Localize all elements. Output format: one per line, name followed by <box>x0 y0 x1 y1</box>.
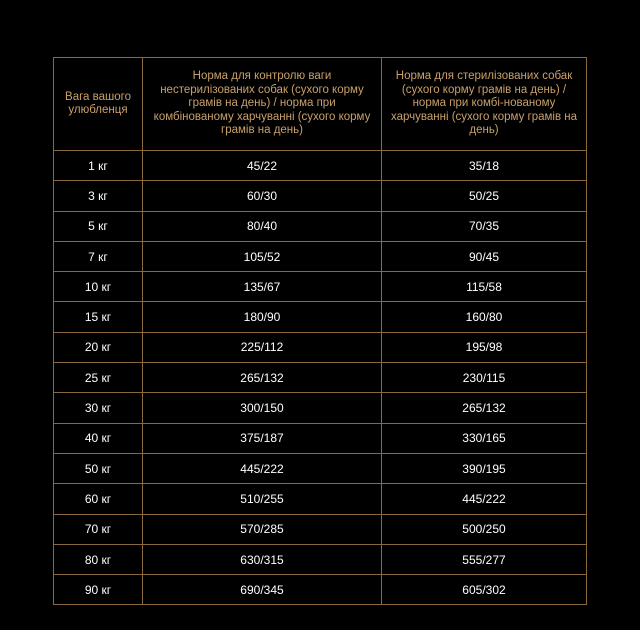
cell-weight: 30 кг <box>54 393 143 423</box>
cell-sterilized-norm: 195/98 <box>382 332 587 362</box>
table-row <box>54 423 587 453</box>
cell-non-sterilized-norm: 510/255 <box>143 484 382 514</box>
cell-weight: 15 кг <box>54 302 143 332</box>
table-row <box>54 544 587 574</box>
cell-weight: 60 кг <box>54 484 143 514</box>
feeding-table-container <box>53 57 586 605</box>
cell-weight: 3 кг <box>54 181 143 211</box>
cell-weight: 70 кг <box>54 514 143 544</box>
cell-sterilized-norm: 230/115 <box>382 363 587 393</box>
cell-weight: 10 кг <box>54 272 143 302</box>
header-row <box>54 58 587 151</box>
cell-weight: 7 кг <box>54 241 143 271</box>
header-non-sterilized-norm: Норма для контролю ваги нестерилізованих собак (сухого корму грамів на день) / норма при комбінованому харчуванні (сухого корму грамів на день) <box>143 58 382 151</box>
cell-sterilized-norm: 445/222 <box>382 484 587 514</box>
cell-weight: 40 кг <box>54 423 143 453</box>
cell-non-sterilized-norm: 80/40 <box>143 211 382 241</box>
cell-non-sterilized-norm: 445/222 <box>143 453 382 483</box>
table-body <box>54 151 587 605</box>
table-row <box>54 484 587 514</box>
cell-non-sterilized-norm: 375/187 <box>143 423 382 453</box>
table-row <box>54 241 587 271</box>
table-row <box>54 363 587 393</box>
cell-weight: 25 кг <box>54 363 143 393</box>
cell-non-sterilized-norm: 45/22 <box>143 151 382 181</box>
table-row <box>54 453 587 483</box>
cell-non-sterilized-norm: 570/285 <box>143 514 382 544</box>
table-row <box>54 575 587 605</box>
cell-sterilized-norm: 115/58 <box>382 272 587 302</box>
table-row <box>54 151 587 181</box>
cell-sterilized-norm: 35/18 <box>382 151 587 181</box>
cell-sterilized-norm: 160/80 <box>382 302 587 332</box>
cell-non-sterilized-norm: 60/30 <box>143 181 382 211</box>
cell-weight: 50 кг <box>54 453 143 483</box>
cell-sterilized-norm: 390/195 <box>382 453 587 483</box>
feeding-norms-table <box>53 57 587 605</box>
cell-sterilized-norm: 50/25 <box>382 181 587 211</box>
table-row <box>54 393 587 423</box>
header-pet-weight: Вага вашого улюбленця <box>54 58 143 151</box>
table-row <box>54 272 587 302</box>
table-header <box>54 58 587 151</box>
cell-sterilized-norm: 70/35 <box>382 211 587 241</box>
cell-non-sterilized-norm: 300/150 <box>143 393 382 423</box>
table-row <box>54 514 587 544</box>
table-row <box>54 181 587 211</box>
table-row <box>54 332 587 362</box>
cell-sterilized-norm: 330/165 <box>382 423 587 453</box>
cell-non-sterilized-norm: 135/67 <box>143 272 382 302</box>
cell-non-sterilized-norm: 265/132 <box>143 363 382 393</box>
cell-non-sterilized-norm: 225/112 <box>143 332 382 362</box>
cell-weight: 1 кг <box>54 151 143 181</box>
table-row <box>54 211 587 241</box>
cell-sterilized-norm: 555/277 <box>382 544 587 574</box>
cell-sterilized-norm: 605/302 <box>382 575 587 605</box>
cell-non-sterilized-norm: 690/345 <box>143 575 382 605</box>
cell-sterilized-norm: 90/45 <box>382 241 587 271</box>
cell-sterilized-norm: 500/250 <box>382 514 587 544</box>
cell-weight: 90 кг <box>54 575 143 605</box>
table-row <box>54 302 587 332</box>
cell-sterilized-norm: 265/132 <box>382 393 587 423</box>
cell-weight: 80 кг <box>54 544 143 574</box>
header-sterilized-norm: Норма для стерилізованих собак (сухого корму грамів на день) / норма при комбі-нованому харчуванні (сухого корму грамів на день) <box>382 58 587 151</box>
cell-non-sterilized-norm: 105/52 <box>143 241 382 271</box>
cell-non-sterilized-norm: 180/90 <box>143 302 382 332</box>
cell-weight: 5 кг <box>54 211 143 241</box>
cell-weight: 20 кг <box>54 332 143 362</box>
cell-non-sterilized-norm: 630/315 <box>143 544 382 574</box>
